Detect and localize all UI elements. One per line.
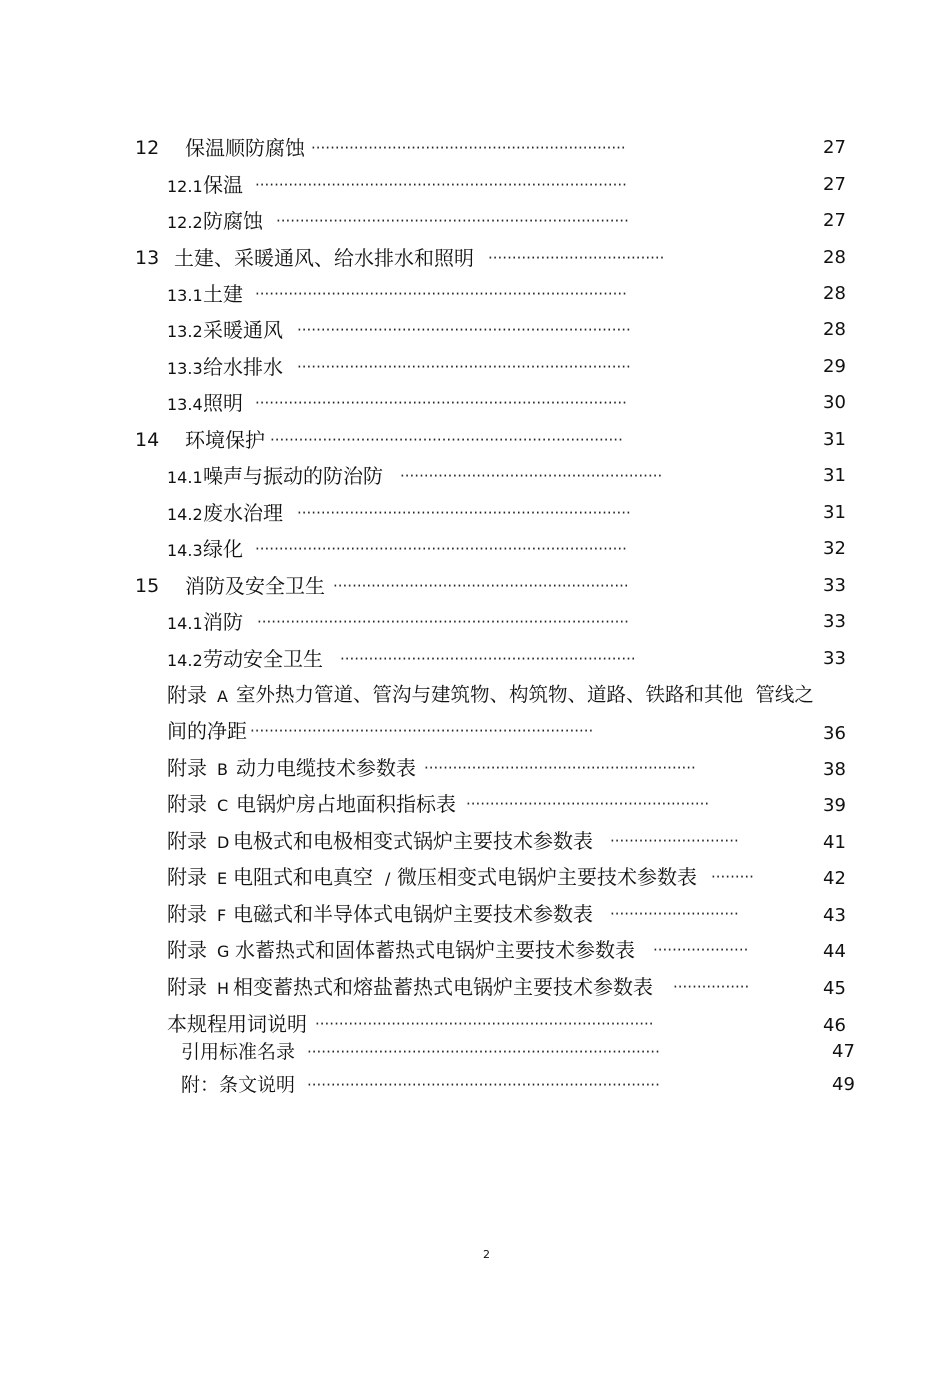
toc-page-number: 32 (823, 538, 846, 559)
toc-number: 14.2 (167, 505, 203, 524)
toc-entry-12-2[interactable] (0, 206, 950, 236)
toc-appendix-d[interactable] (0, 826, 950, 856)
toc-entry-15-1[interactable] (0, 607, 950, 637)
appendix-letter: D (217, 833, 230, 852)
toc-appendix-c[interactable] (0, 789, 950, 819)
toc-page-number: 33 (823, 648, 846, 669)
appendix-title: 电阻式和电真空 (233, 865, 373, 889)
toc-title: 采暖通风 (203, 318, 283, 342)
appendix-prefix: 附录 (167, 938, 207, 962)
toc-title: 消防 (203, 610, 243, 634)
appendix-prefix: 附录 (167, 756, 207, 780)
page-number: 2 (483, 1248, 490, 1261)
toc-number: 14 (135, 429, 160, 451)
appendix-prefix: 附录 (167, 792, 207, 816)
dot-leader: ·············································································· (255, 285, 627, 303)
toc-number: 14.1 (167, 614, 203, 633)
toc-page-number: 28 (823, 247, 846, 268)
slash-separator: / (385, 869, 391, 888)
toc-entry-15[interactable] (0, 571, 950, 601)
toc-page-number: 38 (823, 759, 846, 780)
dot-leader: ··························· (610, 905, 739, 923)
toc-number: 15 (135, 575, 160, 597)
toc-entry-15-2[interactable] (0, 644, 950, 674)
toc-title: 绿化 (203, 537, 243, 561)
toc-number: 12.1 (167, 177, 203, 196)
toc-number: 14.1 (167, 468, 203, 487)
dot-leader: ······························································ (340, 650, 636, 668)
toc-number: 13.3 (167, 359, 203, 378)
toc-page-number: 43 (823, 905, 846, 926)
dot-leader: ·································································· (311, 139, 626, 157)
toc-page-number: 27 (823, 174, 846, 195)
toc-page-number: 29 (823, 356, 846, 377)
toc-page-number: 39 (823, 795, 846, 816)
toc-entry-14-2[interactable] (0, 498, 950, 528)
toc-page-number: 33 (823, 575, 846, 596)
dot-leader: ······················································· (400, 467, 663, 485)
dot-leader: ··························· (610, 832, 739, 850)
toc-number: 12.2 (167, 213, 203, 232)
appendix-prefix: 附录 (167, 865, 207, 889)
appendix-title: 水蓄热式和固体蓄热式电锅炉主要技术参数表 (235, 938, 635, 962)
toc-page-number: 30 (823, 392, 846, 413)
dot-leader: ················ (673, 978, 750, 996)
toc-title: 劳动安全卫生 (203, 647, 323, 671)
dot-leader: ······························································ (333, 577, 629, 595)
dot-leader: ····································· (488, 249, 665, 267)
dot-leader: ······································································· (315, 1015, 654, 1033)
dot-leader: ······································································ (297, 504, 631, 522)
dot-leader: ······································································ (297, 358, 631, 376)
toc-entry-12[interactable] (0, 133, 950, 163)
dot-leader: ·········································································· (307, 1076, 660, 1094)
toc-number: 14.2 (167, 651, 203, 670)
toc-page-number: 47 (832, 1041, 855, 1062)
appendix-letter: C (217, 796, 229, 815)
toc-page-number: 45 (823, 978, 846, 999)
dot-leader: ·············································································· (257, 613, 629, 631)
dot-leader: ·········································································· (276, 212, 629, 230)
dot-leader: ·········································································· (307, 1043, 660, 1061)
appendix-letter: H (217, 979, 230, 998)
toc-entry-13[interactable] (0, 243, 950, 273)
toc-appendix-h[interactable] (0, 972, 950, 1002)
toc-page-number: 27 (823, 210, 846, 231)
toc-entry-13-2[interactable] (0, 315, 950, 345)
toc-entry-13-3[interactable] (0, 352, 950, 382)
dot-leader: ·············································································· (255, 540, 627, 558)
toc-title: 照明 (203, 391, 243, 415)
toc-title: 引用标准名录 (181, 1041, 296, 1063)
toc-title: 保温顺防腐蚀 (185, 136, 305, 160)
dot-leader: ···················· (653, 941, 749, 959)
toc-title: 消防及安全卫生 (185, 574, 325, 598)
toc-page-number: 36 (823, 723, 846, 744)
appendix-letter: A (217, 687, 228, 706)
toc-page-number: 41 (823, 832, 846, 853)
toc-title: 废水治理 (203, 501, 283, 525)
toc-page-number: 31 (823, 502, 846, 523)
toc-entry-12-1[interactable] (0, 170, 950, 200)
appendix-letter: B (217, 760, 228, 779)
dot-leader: ·············································································· (255, 176, 627, 194)
toc-entry-references[interactable] (0, 1037, 950, 1067)
appendix-title: 相变蓄热式和熔盐蓄热式电锅炉主要技术参数表 (233, 975, 653, 999)
appendix-title: 动力电缆技术参数表 (236, 756, 416, 780)
toc-appendix-g[interactable] (0, 935, 950, 965)
toc-number: 13 (135, 247, 160, 269)
toc-title: 附：条文说明 (181, 1074, 296, 1096)
appendix-title-part2: 微压相变式电锅炉主要技术参数表 (397, 865, 697, 889)
toc-title: 土建 (203, 282, 243, 306)
toc-appendix-b[interactable] (0, 753, 950, 783)
toc-title: 保温 (203, 173, 243, 197)
dot-leader: ······································································ (297, 321, 631, 339)
toc-page-number: 33 (823, 611, 846, 632)
toc-number: 14.3 (167, 541, 203, 560)
appendix-title: 电极式和电极相变式锅炉主要技术参数表 (233, 829, 593, 853)
toc-entry-wording[interactable] (0, 1009, 950, 1039)
toc-title: 噪声与振动的防治防 (203, 464, 383, 488)
appendix-title: 电锅炉房占地面积指标表 (236, 792, 456, 816)
toc-number: 12 (135, 137, 160, 159)
toc-entry-13-1[interactable] (0, 279, 950, 309)
toc-number: 13.4 (167, 395, 203, 414)
appendix-title: 室外热力管道、管沟与建筑物、构筑物、道路、铁路和其他 管线之 (236, 683, 814, 706)
dot-leader: ·············································································· (255, 394, 627, 412)
appendix-letter: E (217, 869, 228, 888)
toc-entry-13-4[interactable] (0, 388, 950, 418)
appendix-prefix: 附录 (167, 975, 207, 999)
toc-entry-14-1[interactable] (0, 461, 950, 491)
appendix-prefix: 附录 (167, 902, 207, 926)
appendix-prefix: 附录 (167, 683, 207, 707)
toc-page-number: 49 (832, 1074, 855, 1095)
toc-appendix-e[interactable] (0, 862, 950, 892)
toc-number: 13.1 (167, 286, 203, 305)
toc-number: 13.2 (167, 322, 203, 341)
toc-page-number: 31 (823, 429, 846, 450)
toc-entry-14[interactable] (0, 425, 950, 455)
toc-page-number: 42 (823, 868, 846, 889)
dot-leader: ··················································· (466, 795, 710, 813)
appendix-title: 电磁式和半导体式电锅炉主要技术参数表 (233, 902, 593, 926)
dot-leader: ························································· (424, 759, 696, 777)
appendix-prefix: 附录 (167, 829, 207, 853)
toc-page-number: 27 (823, 137, 846, 158)
toc-appendix-a-line1[interactable] (0, 680, 950, 710)
toc-title: 环境保护 (185, 428, 265, 452)
toc-appendix-a-line2[interactable] (0, 716, 950, 746)
toc-page-number: 31 (823, 465, 846, 486)
appendix-title-continued: 间的净距 (167, 719, 247, 743)
toc-page-number: 28 (823, 319, 846, 340)
dot-leader: ·········································································· (270, 431, 623, 449)
toc-title: 给水排水 (203, 355, 283, 379)
toc-title: 土建、采暖通风、给水排水和照明 (174, 246, 474, 270)
toc-appendix-f[interactable] (0, 899, 950, 929)
toc-page-number: 28 (823, 283, 846, 304)
toc-title: 本规程用词说明 (167, 1012, 307, 1036)
appendix-letter: F (217, 906, 227, 925)
toc-page-number: 46 (823, 1015, 846, 1036)
appendix-letter: G (217, 942, 230, 961)
toc-title: 防腐蚀 (203, 209, 263, 233)
dot-leader: ········· (711, 868, 754, 886)
toc-page-number: 44 (823, 941, 846, 962)
toc-entry-commentary[interactable] (0, 1070, 950, 1100)
dot-leader: ········································································ (250, 722, 594, 740)
toc-entry-14-3[interactable] (0, 534, 950, 564)
